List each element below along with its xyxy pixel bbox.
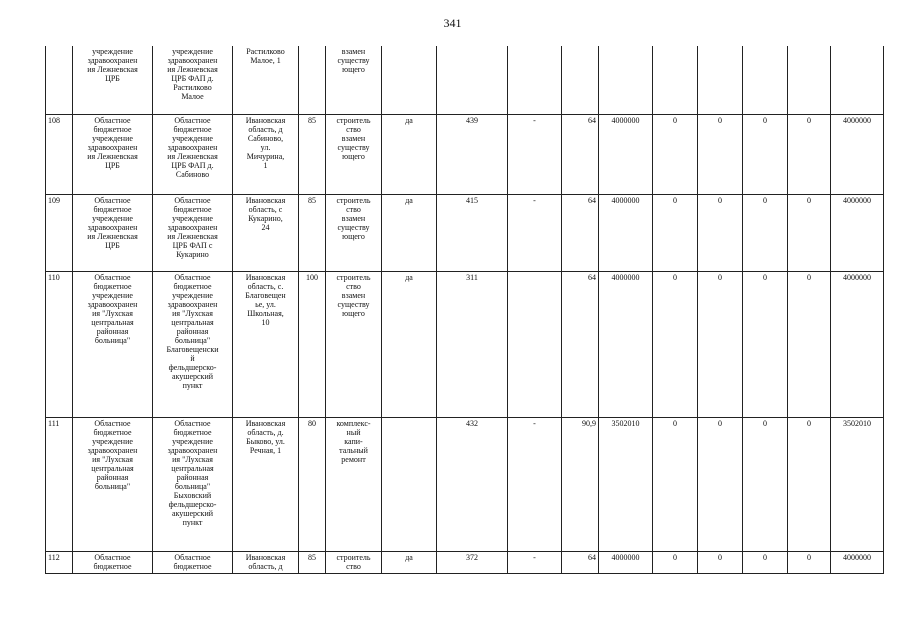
address-cell: Растилково Малое, 1 — [233, 46, 299, 114]
value-cell: 4000000 — [599, 551, 653, 573]
value-cell: 4000000 — [599, 194, 653, 271]
value-cell: 0 — [743, 551, 788, 573]
value-cell — [562, 46, 599, 114]
value-cell: 0 — [653, 194, 698, 271]
value-cell: 85 — [299, 551, 326, 573]
row-number: 110 — [46, 271, 73, 417]
value-cell: 0 — [788, 114, 831, 194]
table-row — [46, 417, 884, 551]
page-number: 341 — [443, 16, 462, 30]
facility-name-cell: Областное бюджетное — [153, 551, 233, 573]
value-cell: 0 — [698, 417, 743, 551]
data-table — [45, 46, 884, 574]
value-cell — [599, 46, 653, 114]
facility-name-cell: Областное бюджетное учреждение здравоохранен ия "Лухская центральная районная больница" Благовещенски й фельдшерско- акушерский пункт — [153, 271, 233, 417]
value-cell: 4000000 — [599, 114, 653, 194]
value-cell: 4000000 — [831, 271, 884, 417]
value-cell — [698, 46, 743, 114]
value-cell: 0 — [743, 271, 788, 417]
table-row — [46, 194, 884, 271]
value-cell: 0 — [698, 194, 743, 271]
value-cell — [653, 46, 698, 114]
value-cell: 100 — [299, 271, 326, 417]
facility-name-cell: Областное бюджетное учреждение здравоохранен ия Лежневская ЦРБ ФАП д. Сабиново — [153, 114, 233, 194]
value-cell: - — [508, 417, 562, 551]
value-cell: 439 — [437, 114, 508, 194]
value-cell: да — [382, 194, 437, 271]
value-cell: 64 — [562, 271, 599, 417]
value-cell: да — [382, 271, 437, 417]
address-cell: Ивановская область, д. Быково, ул. Речная, 1 — [233, 417, 299, 551]
facility-name-cell: Областное бюджетное учреждение здравоохранен ия Лежневская ЦРБ ФАП с Кукарино — [153, 194, 233, 271]
address-cell: Ивановская область, с Кукарино, 24 — [233, 194, 299, 271]
work-type-cell: строитель ство взамен существу ющего — [326, 271, 382, 417]
row-number: 111 — [46, 417, 73, 551]
value-cell: - — [508, 194, 562, 271]
table-row — [46, 114, 884, 194]
value-cell: 0 — [788, 194, 831, 271]
value-cell: 0 — [653, 271, 698, 417]
organization-cell: Областное бюджетное — [73, 551, 153, 573]
organization-cell: Областное бюджетное учреждение здравоохранен ия Лежневская ЦРБ — [73, 114, 153, 194]
work-type-cell: строитель ство взамен существу ющего — [326, 194, 382, 271]
value-cell: - — [508, 114, 562, 194]
value-cell: 0 — [788, 551, 831, 573]
value-cell: 80 — [299, 417, 326, 551]
value-cell: 432 — [437, 417, 508, 551]
value-cell: 0 — [698, 114, 743, 194]
value-cell: 0 — [743, 417, 788, 551]
organization-cell: Областное бюджетное учреждение здравоохранен ия "Лухская центральная районная больница" — [73, 417, 153, 551]
value-cell: 64 — [562, 194, 599, 271]
value-cell: 0 — [653, 417, 698, 551]
value-cell: 311 — [437, 271, 508, 417]
work-type-cell: комплекс- ный капи- тальный ремонт — [326, 417, 382, 551]
value-cell: 85 — [299, 114, 326, 194]
value-cell: 3502010 — [599, 417, 653, 551]
value-cell: 4000000 — [831, 114, 884, 194]
value-cell: 0 — [743, 194, 788, 271]
address-cell: Ивановская область, д Сабиново, ул. Мичурина, 1 — [233, 114, 299, 194]
value-cell: 64 — [562, 114, 599, 194]
value-cell: - — [508, 551, 562, 573]
value-cell — [508, 46, 562, 114]
row-number: 112 — [46, 551, 73, 573]
value-cell: да — [382, 114, 437, 194]
organization-cell: Областное бюджетное учреждение здравоохранен ия Лежневская ЦРБ — [73, 194, 153, 271]
value-cell — [508, 271, 562, 417]
table-row — [46, 551, 884, 573]
value-cell: 85 — [299, 194, 326, 271]
value-cell: 0 — [743, 114, 788, 194]
organization-cell: учреждение здравоохранен ия Лежневская ЦРБ — [73, 46, 153, 114]
value-cell: 3502010 — [831, 417, 884, 551]
address-cell: Ивановская область, д — [233, 551, 299, 573]
value-cell: 4000000 — [831, 194, 884, 271]
address-cell: Ивановская область, с. Благовещен ье, ул. Школьная, 10 — [233, 271, 299, 417]
row-number: 109 — [46, 194, 73, 271]
value-cell: 0 — [788, 417, 831, 551]
value-cell: 0 — [698, 551, 743, 573]
value-cell — [788, 46, 831, 114]
facility-name-cell: Областное бюджетное учреждение здравоохранен ия "Лухская центральная районная больница" Быховский фельдшерско- акушерский пункт — [153, 417, 233, 551]
work-type-cell: взамен существу ющего — [326, 46, 382, 114]
row-number: 108 — [46, 114, 73, 194]
value-cell — [299, 46, 326, 114]
value-cell — [437, 46, 508, 114]
facility-name-cell: учреждение здравоохранен ия Лежневская ЦРБ ФАП д. Растилково Малое — [153, 46, 233, 114]
work-type-cell: строитель ство — [326, 551, 382, 573]
value-cell: 0 — [788, 271, 831, 417]
value-cell: 415 — [437, 194, 508, 271]
value-cell: 0 — [653, 114, 698, 194]
table-row — [46, 271, 884, 417]
value-cell: 0 — [698, 271, 743, 417]
value-cell — [743, 46, 788, 114]
value-cell: 0 — [653, 551, 698, 573]
work-type-cell: строитель ство взамен существу ющего — [326, 114, 382, 194]
value-cell: 90,9 — [562, 417, 599, 551]
organization-cell: Областное бюджетное учреждение здравоохранен ия "Лухская центральная районная больница" — [73, 271, 153, 417]
value-cell: 64 — [562, 551, 599, 573]
value-cell — [382, 46, 437, 114]
value-cell: да — [382, 551, 437, 573]
value-cell: 4000000 — [599, 271, 653, 417]
value-cell: 372 — [437, 551, 508, 573]
table-row — [46, 46, 884, 114]
row-number — [46, 46, 73, 114]
value-cell — [831, 46, 884, 114]
value-cell — [382, 417, 437, 551]
value-cell: 4000000 — [831, 551, 884, 573]
